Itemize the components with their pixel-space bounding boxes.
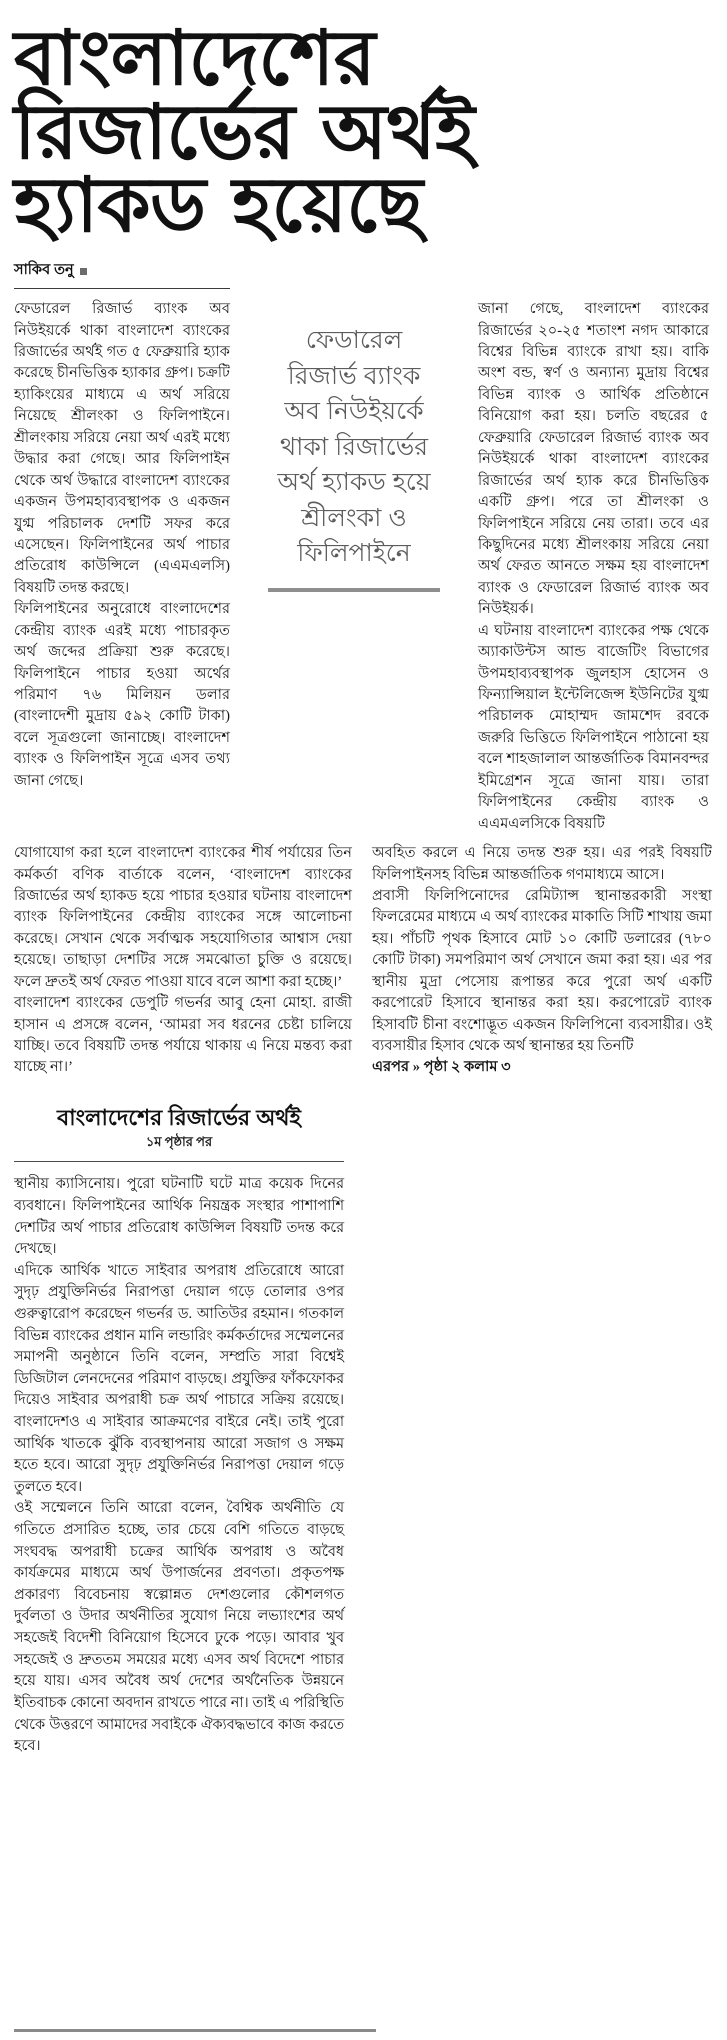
column-mid-right <box>372 843 712 1079</box>
column-mid-left <box>14 843 352 1079</box>
byline-divider <box>14 288 230 289</box>
byline-row <box>14 259 230 283</box>
pull-quote <box>246 323 462 572</box>
byline <box>14 259 230 289</box>
paragraph: ফেডারেল রিজার্ভ ব্যাংক অব নিউইয়র্কে থাকা বাংলাদেশ ব্যাংকের রিজার্ভের অর্থই গত ৫ ফেব্রুয়ারি হ্যাক করেছে চীনভিত্তিক হ্যাকার গ্রুপ। চক্রটি হ্যাকিংয়ের মাধ্যমে এ অর্থ সরিয়ে নিয়েছে শ্রীলংকা ও ফিলিপাইনে। শ্রীলংকায় সরিয়ে নেয়া অর্থ এরই মধ্যে উদ্ধার করা গেছে। আর ফিলিপাইন থেকে অর্থ উদ্ধারে বাংলাদেশ ব্যাংকের একজন উপমহাব্যবস্থাপক ও একজন যুগ্ম পরিচালক দেশটি সফর করে এসেছেন। ফিলিপাইনের অর্থ পাচার প্রতিরোধ কাউন্সিলে (এএমএলসি) বিষয়টি তদন্ত করছে। <box>14 301 230 596</box>
pull-quote-line: অর্থ হ্যাকড হয়ে <box>277 468 431 497</box>
pull-quote-line: ফিলিপাইনে <box>297 539 411 568</box>
pull-quote-line: ফেডারেল <box>305 326 403 355</box>
footer-divider <box>14 2029 376 2032</box>
column-middle <box>246 299 462 835</box>
jump-continuation-note[interactable]: এরপর » পৃষ্ঠা ২ কলাম ৩ <box>372 1059 511 1076</box>
paragraph: যোগাযোগ করা হলে বাংলাদেশ ব্যাংকের শীর্ষ পর্যায়ের তিন কর্মকর্তা বণিক বার্তাকে বলেন, ‘বাংলাদেশ ব্যাংকের রিজার্ভের অর্থ হ্যাকড হয়ে পাচার হওয়ার ঘটনায় বাংলাদেশ ব্যাংক ফিলিপাইনের কেন্দ্রীয় ব্যাংকের সঙ্গে আলোচনা করেছে। সেখান থেকে সর্বাত্মক সহযোগিতার আশ্বাস দেয়া হয়েছে। তাছাড়া দেশটির সঙ্গে সমঝোতা চুক্তি ও রয়েছে। ফলে দ্রুতই অর্থ ফেরত পাওয়া যাবে বলে আশা করা হচ্ছে।’ <box>14 845 352 990</box>
paragraph: অবহিত করলে এ নিয়ে তদন্ত শুরু হয়। এর পরই বিষয়টি ফিলিপাইনসহ বিভিন্ন আন্তর্জাতিক গণমাধ্যমে আসে। <box>372 845 712 883</box>
pull-quote-divider <box>268 588 440 592</box>
page-title <box>14 0 713 249</box>
mid-column-grid <box>14 843 713 1079</box>
paragraph: বাংলাদেশ ব্যাংকের ডেপুটি গভর্নর আবু হেনা মোহা. রাজী হাসান এ প্রসঙ্গে বলেন, ‘আমরা সব ধরনের চেষ্টা চালিয়ে যাচ্ছি। তবে বিষয়টি তদন্ত পর্যায়ে থাকায় এ নিয়ে মন্তব্য করা যাচ্ছে না।’ <box>14 995 352 1076</box>
headline-line-3: হ্যাকড হয়েছে <box>14 163 423 249</box>
byline-square-icon <box>80 268 87 275</box>
top-column-grid <box>14 299 713 835</box>
paragraph: ফিলিপাইনের অনুরোধে বাংলাদেশের কেন্দ্রীয় ব্যাংক এরই মধ্যে পাচারকৃত অর্থ জব্দের প্রক্রিয়া শুরু করেছে। ফিলিপাইনে পাচার হওয়া অর্থের পরিমাণ ৭৬ মিলিয়ন ডলার (বাংলাদেশী মুদ্রায় ৫৯২ কোটি টাকা) বলে সূত্রগুলো জানাচ্ছে। বাংলাদেশ ব্যাংক ও ফিলিপাইন সূত্রে এসব তথ্য জানা গেছে। <box>14 601 230 789</box>
paragraph: স্থানীয় ক্যাসিনোয়। পুরো ঘটনাটি ঘটে মাত্র কয়েক দিনের ব্যবধানে। ফিলিপাইনের আর্থিক নিয়ন্ত্রক সংস্থার পাশাপাশি দেশটির অর্থ পাচার প্রতিরোধ কাউন্সিল বিষয়টি তদন্ত করে দেখছে। <box>14 1176 344 1258</box>
byline-author: সাকিব তনু <box>14 262 74 279</box>
continuation-headline: বাংলাদেশের রিজার্ভের অর্থই <box>57 1104 301 1130</box>
paragraph: এ ঘটনায় বাংলাদেশ ব্যাংকের পক্ষ থেকে অ্যাকাউন্টস আন্ড বাজেটিং বিভাগের উপমহাব্যবস্থাপক জুলহাস হোসেন ও ফিন্যান্সিয়াল ইন্টেলিজেন্স ইউনিটের যুগ্ম পরিচালক মোহাম্মদ জামশেদ রবকে জরুরি ভিত্তিতে ফিলিপাইনে পাঠানো হয় বলে শাহজালাল আন্তর্জাতিক বিমানবন্দর ইমিগ্রেশন সূত্রে জানা যায়। তারা ফিলিপাইনের কেন্দ্রীয় ব্যাংক ও এএমএলসিকে বিষয়টি <box>478 622 709 832</box>
continuation-divider <box>14 1161 344 1162</box>
headline-line-2: রিজার্ভের অর্থই <box>14 89 475 175</box>
column-right <box>478 299 709 835</box>
paragraph: এদিকে আর্থিক খাতে সাইবার অপরাধ প্রতিরোধে আরো সুদৃঢ় প্রযুক্তিনির্ভর নিরাপত্তা দেয়াল গড়ে তোলার ওপর গুরুত্বারোপ করেছেন গভর্নর ড. আতিউর রহমান। গতকাল বিভিন্ন ব্যাংকের প্রধান মানি লন্ডারিং কর্মকর্তাদের সম্মেলনের সমাপনী অনুষ্ঠানে তিনি বলেন, সম্প্রতি সারা বিশ্বেই ডিজিটাল লেনদেনের পরিমাণ বাড়ছে। প্রযুক্তির ফাঁকফোকর দিয়েও সাইবার অপরাধী চক্র অর্থ পাচারে সক্রিয় রয়েছে। বাংলাদেশও এ সাইবার আক্রমণের বাইরে নেই। তাই পুরো আর্থিক খাতকে ঝুঁকি ব্যবস্থাপনায় আরো সজাগ ও সক্ষম হতে হবে। আরো সুদৃঢ় প্রযুক্তিনির্ভর নিরাপত্তা দেয়াল গড়ে তুলতে হবে। <box>14 1262 344 1495</box>
paragraph: ওই সম্মেলনে তিনি আরো বলেন, বৈশ্বিক অর্থনীতি যে গতিতে প্রসারিত হচ্ছে, তার চেয়ে বেশি গতিতে বাড়ছে সংঘবদ্ধ অপরাধী চক্রের আর্থিক অপরাধ ও অবৈধ কার্যক্রমের মাধ্যমে অর্থ উপার্জনের প্রবণতা। প্রকৃতপক্ষ প্রকারণ্য বিবেচনায় স্বল্পোন্নত দেশগুলোর কৌশলগত দুর্বলতা ও উদার অর্থনীতির সুযোগ নিয়ে লভ্যাংশের অর্থ সহজেই বিদেশী বিনিয়োগ হিসেবে ঢুকে পড়ে। আবার খুব সহজেই ও দ্রুততম সময়ের মধ্যে এসব অর্থ বিদেশে পাচার হয়ে যায়। এসব অবৈধ অর্থ দেশের অর্থনৈতিক উন্নয়নে ইতিবাচক কোনো অবদান রাখতে পারে না। তাই এ পরিস্থিতি থেকে উত্তরণে আমাদের সবাইকে ঐক্যবদ্ধভাবে কাজ করতে হবে। <box>14 1500 344 1755</box>
pull-quote-line: রিজার্ভ ব্যাংক <box>287 361 421 390</box>
headline-line-1: বাংলাদেশের <box>14 16 375 101</box>
continuation-column <box>14 1174 344 1757</box>
column-left <box>14 299 230 835</box>
pull-quote-line: অব নিউইয়র্কে <box>284 397 424 426</box>
paragraph: জানা গেছে, বাংলাদেশ ব্যাংকের রিজার্ভের ২০-২৫ শতাংশ নগদ আকারে বিশ্বের বিভিন্ন ব্যাংকে রাখা হয়। বাকি অংশ বন্ড, স্বর্ণ ও অন্যান্য মুদ্রায় বিশ্বের বিভিন্ন ব্যাংক ও আর্থিক প্রতিষ্ঠানে বিনিয়োগ করা হয়। চলতি বছরের ৫ ফেব্রুয়ারি ফেডারেল রিজার্ভ ব্যাংক অব নিউইয়র্কে থাকা বাংলাদেশ ব্যাংকের রিজার্ভের অর্থ হ্যাক করে চীনভিত্তিক একটি গ্রুপ। পরে তা শ্রীলংকা ও ফিলিপাইনে সরিয়ে নেয় তারা। তবে এর কিছুদিনের মধ্যে শ্রীলংকায় সরিয়ে নেয়া অর্থ ফেরত আনতে সক্ষম হয় বাংলাদেশ ব্যাংক ও ফেডারেল রিজার্ভ ব্যাংক অব নিউইয়র্ক। <box>478 301 709 618</box>
paragraph: প্রবাসী ফিলিপিনোদের রেমিট্যান্স স্থানান্তরকারী সংস্থা ফিলরেমের মাধ্যমে এ অর্থ ব্যাংকের মাকাতি সিটি শাখায় জমা হয়। পাঁচটি পৃথক হিসাবে মোট ১০ কোটি ডলারের (৭৮০ কোটি টাকা) সমপরিমাণ অর্থ সেখানে জমা করা হয়। এর পর স্থানীয় মুদ্রা পেসোয় রূপান্তর করে পুরো অর্থ একটি করপোরেট হিসাবে স্থানান্তর করা হয়। করপোরেট ব্যাংক হিসাবটি চীনা বংশোদ্ভূত একজন ফিলিপিনো ব্যবসায়ীর। ওই ব্যবসায়ীর হিসাব থেকে অর্থ স্থানান্তর হয় তিনটি <box>372 887 712 1055</box>
pull-quote-line: থাকা রিজার্ভের <box>279 432 429 461</box>
continuation-subhead: ১ম পৃষ্ঠার পর <box>145 1134 213 1150</box>
pull-quote-line: শ্রীলংকা ও <box>301 503 407 532</box>
